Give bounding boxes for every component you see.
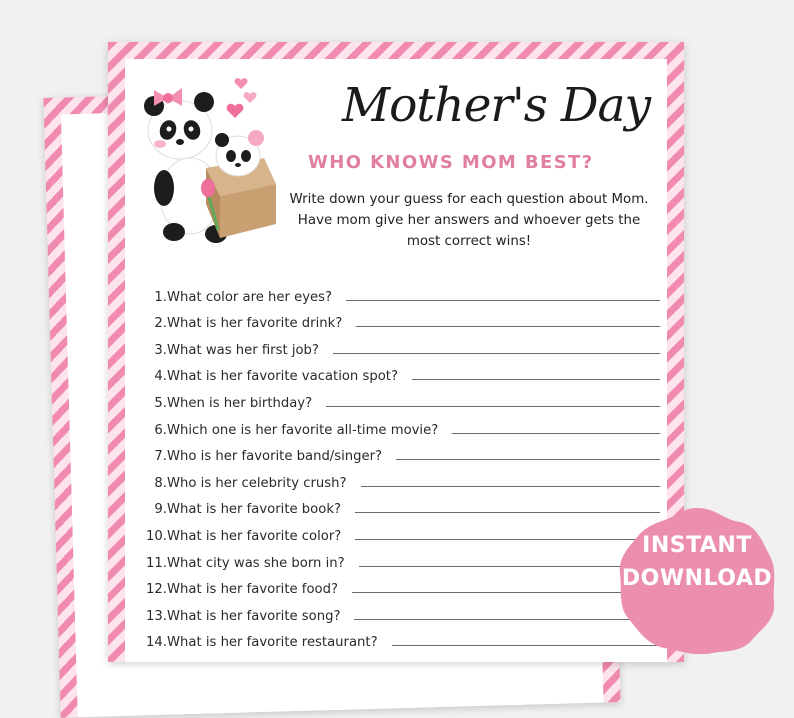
question-row	[140, 331, 660, 358]
question-row	[140, 571, 660, 598]
question-number: 8.	[154, 475, 167, 491]
question-text: Who is her celebrity crush?	[167, 475, 347, 491]
question-text: What is her favorite restaurant?	[167, 635, 378, 651]
question-number: 7.	[154, 449, 167, 465]
question-text: What is her favorite drink?	[167, 316, 343, 332]
question-number: 5.	[154, 395, 167, 411]
answer-line[interactable]	[396, 458, 660, 460]
answer-line[interactable]	[333, 352, 660, 354]
answer-line[interactable]	[359, 565, 660, 567]
question-list	[140, 278, 660, 650]
page-title: Mother's Day	[342, 78, 651, 133]
question-number: 4.	[154, 369, 167, 385]
question-number: 2.	[154, 316, 167, 332]
question-row	[140, 358, 660, 385]
question-number: 6.	[154, 422, 167, 438]
question-row	[140, 464, 660, 491]
question-row	[140, 517, 660, 544]
question-text: What city was she born in?	[167, 555, 345, 571]
answer-line[interactable]	[326, 405, 660, 407]
question-row	[140, 491, 660, 518]
question-number: 3.	[154, 342, 167, 358]
question-row	[140, 305, 660, 332]
question-number: 12.	[146, 582, 167, 598]
question-row	[140, 438, 660, 465]
answer-line[interactable]	[356, 325, 660, 327]
page-subtitle: WHO KNOWS MOM BEST?	[308, 152, 594, 173]
question-text: What was her first job?	[167, 342, 319, 358]
answer-line[interactable]	[354, 618, 660, 620]
question-text: Who is her favorite band/singer?	[167, 449, 383, 465]
answer-line[interactable]	[352, 591, 660, 593]
question-row	[140, 544, 660, 571]
question-text: When is her birthday?	[167, 395, 313, 411]
question-row	[140, 384, 660, 411]
question-text: What color are her eyes?	[167, 289, 333, 305]
question-number: 10.	[146, 528, 167, 544]
badge-line-2: DOWNLOAD	[621, 566, 773, 591]
answer-line[interactable]	[412, 378, 660, 380]
question-row	[140, 597, 660, 624]
question-text: What is her favorite song?	[167, 608, 341, 624]
question-text: What is her favorite book?	[167, 502, 341, 518]
answer-line[interactable]	[361, 485, 661, 487]
panda-mom-and-baby-icon	[138, 76, 288, 248]
question-text: Which one is her favorite all-time movie?	[167, 422, 439, 438]
question-text: What is her favorite food?	[167, 582, 338, 598]
question-number: 14.	[146, 635, 167, 651]
question-number: 9.	[154, 502, 167, 518]
answer-line[interactable]	[355, 511, 660, 513]
badge-line-1: INSTANT	[642, 533, 752, 558]
question-text: What is her favorite vacation spot?	[167, 369, 398, 385]
question-row	[140, 411, 660, 438]
answer-line[interactable]	[346, 299, 660, 301]
question-number: 11.	[146, 555, 167, 571]
question-number: 1.	[154, 289, 167, 305]
question-text: What is her favorite color?	[167, 528, 342, 544]
answer-line[interactable]	[452, 432, 660, 434]
instructions-text: Write down your guess for each question about Mom. Have mom give her answers and whoever gets the most correct wins!	[289, 192, 649, 249]
answer-line[interactable]	[355, 538, 660, 540]
question-row	[140, 278, 660, 305]
question-row	[140, 624, 660, 651]
question-number: 13.	[146, 608, 167, 624]
